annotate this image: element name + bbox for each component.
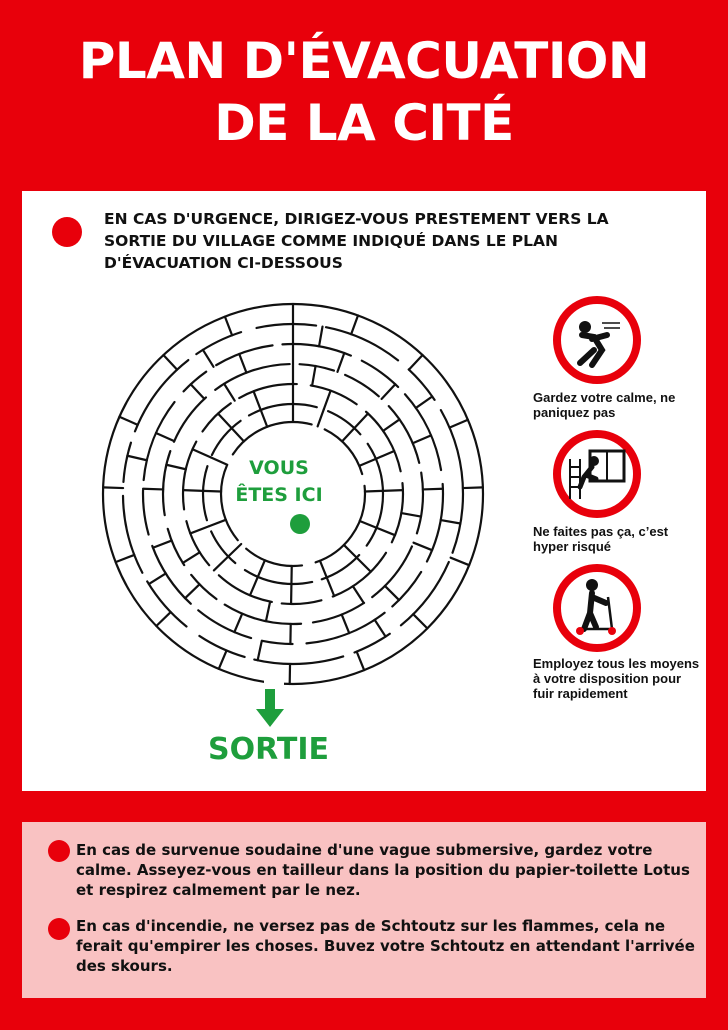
note-fire: En cas d'incendie, ne versez pas de Schtoutz sur les flammes, cela ne ferait qu'empirer les choses. Buvez votre Schtoutz en attendant l'arrivée des skours. xyxy=(76,917,695,975)
evacuation-plan-panel xyxy=(22,191,706,791)
exit-arrow-icon xyxy=(256,689,284,729)
page-title xyxy=(0,30,728,154)
you-are-here-label: VOUS ÊTES ICI xyxy=(235,457,323,506)
intro-instructions: EN CAS D'URGENCE, DIRIGEZ-VOUS PRESTEMENT VERS LA SORTIE DU VILLAGE COMME INDIQUÉ DANS LE PLAN D'ÉVACUATION CI-DESSOUS xyxy=(104,210,609,272)
safety-notes-panel xyxy=(22,822,706,998)
you-are-here-dot xyxy=(290,514,310,534)
red-bullet-icon xyxy=(48,840,70,862)
title-line-2: DE LA CITÉ xyxy=(214,94,514,152)
panicking-person-icon xyxy=(552,295,642,385)
red-bullet-icon xyxy=(52,217,82,247)
person-jumping-from-window-icon xyxy=(552,429,642,519)
sign-caption-1: Gardez votre calme, ne paniquez pas xyxy=(533,390,676,420)
sign-caption-2: Ne faites pas ça, c’est hyper risqué xyxy=(533,524,669,554)
red-bullet-icon xyxy=(48,918,70,940)
sign-caption-3: Employez tous les moyens à votre disposition pour fuir rapidement xyxy=(533,656,700,701)
note-wave: En cas de survenue soudaine d'une vague submersive, gardez votre calme. Asseyez-vous en tailleur dans la position du papier-toilette Lotus et respirez calmement par le nez. xyxy=(76,841,690,899)
title-line-1: PLAN D'ÉVACUATION xyxy=(78,32,650,90)
person-on-scooter-icon xyxy=(552,563,642,653)
exit-label: SORTIE xyxy=(208,732,329,767)
